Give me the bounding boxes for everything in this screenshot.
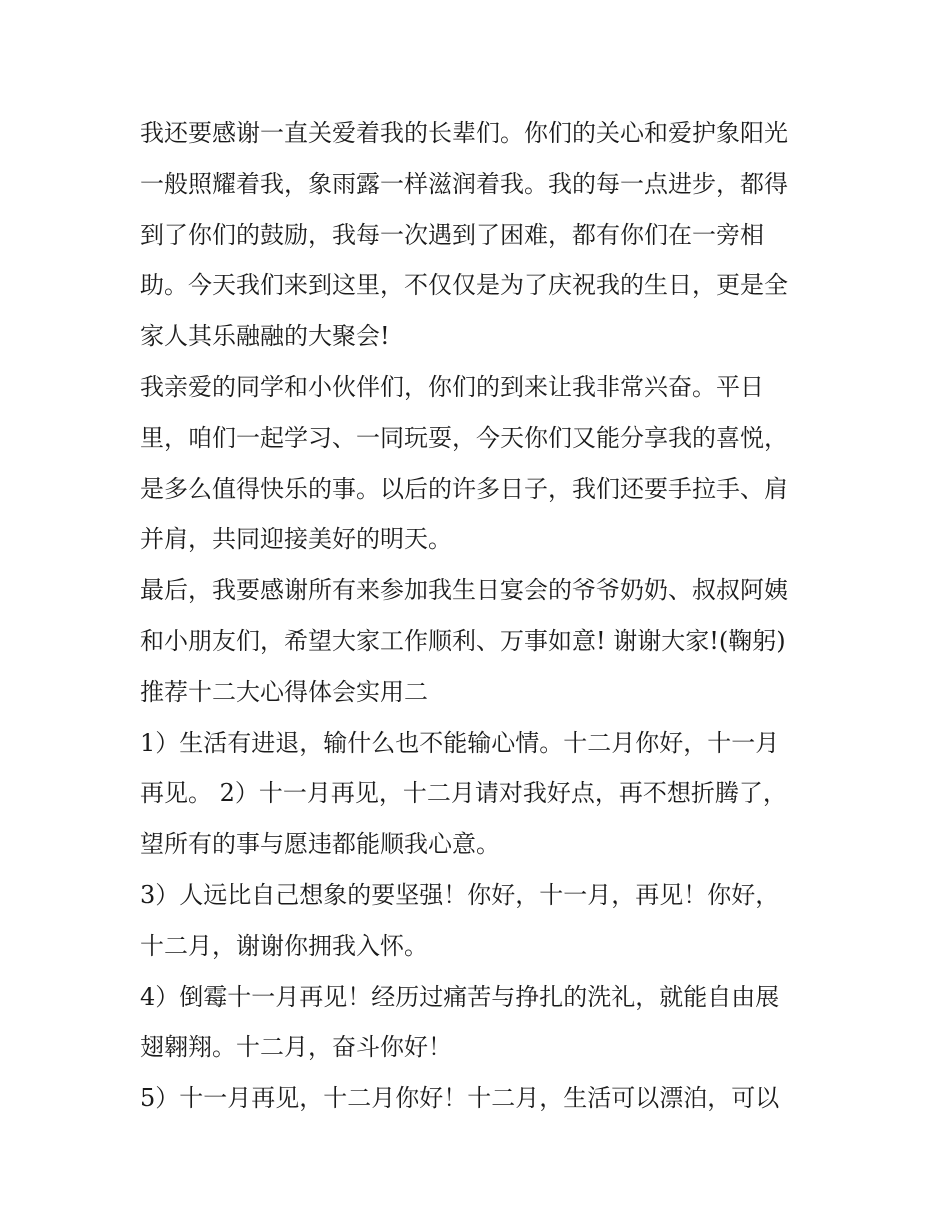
text-line: 一般照耀着我，象雨露一样滋润着我。我的每一点进步，都得	[140, 169, 788, 198]
text-line: 4）倒霉十一月再见！经历过痛苦与挣扎的洗礼，就能自由展	[140, 982, 780, 1011]
text-line: 里，咱们一起学习、一同玩耍，今天你们又能分享我的喜悦，	[140, 423, 788, 452]
text-line: 我还要感谢一直关爱着我的长辈们。你们的关心和爱护象阳光	[140, 119, 788, 147]
text-line: 到了你们的鼓励，我每一次遇到了困难，都有你们在一旁相	[140, 220, 764, 249]
text-line: 3）人远比自己想象的要坚强！你好，十一月，再见！你好，	[140, 880, 780, 909]
text-line: 翅翱翔。十二月，奋斗你好！	[140, 1033, 452, 1062]
text-line: 并肩，共同迎接美好的明天。	[140, 525, 452, 554]
text-line: 我亲爱的同学和小伙伴们，你们的到来让我非常兴奋。平日	[140, 372, 764, 401]
text-line: 和小朋友们，希望大家工作顺利、万事如意! 谢谢大家!(鞠躬)	[140, 626, 786, 655]
text-line: 1）生活有进退，输什么也不能输心情。十二月你好，十一月	[140, 728, 780, 757]
text-line: 再见。 2）十一月再见，十二月请对我好点，再不想折腾了，	[140, 779, 787, 808]
text-line: 助。今天我们来到这里，不仅仅是为了庆祝我的生日，更是全	[140, 271, 788, 300]
text-line: 是多么值得快乐的事。以后的许多日子，我们还要手拉手、肩	[140, 474, 788, 503]
text-line: 家人其乐融融的大聚会!	[140, 322, 390, 351]
text-line: 十二月，谢谢你拥我入怀。	[140, 931, 428, 960]
text-line: 5）十一月再见，十二月你好！十二月，生活可以漂泊，可以	[140, 1084, 780, 1113]
text-line: 最后，我要感谢所有来参加我生日宴会的爷爷奶奶、叔叔阿姨	[140, 576, 788, 605]
section-heading: 推荐十二大心得体会实用二	[140, 677, 428, 706]
document-body	[140, 108, 820, 1124]
text-line: 望所有的事与愿违都能顺我心意。	[140, 830, 500, 859]
